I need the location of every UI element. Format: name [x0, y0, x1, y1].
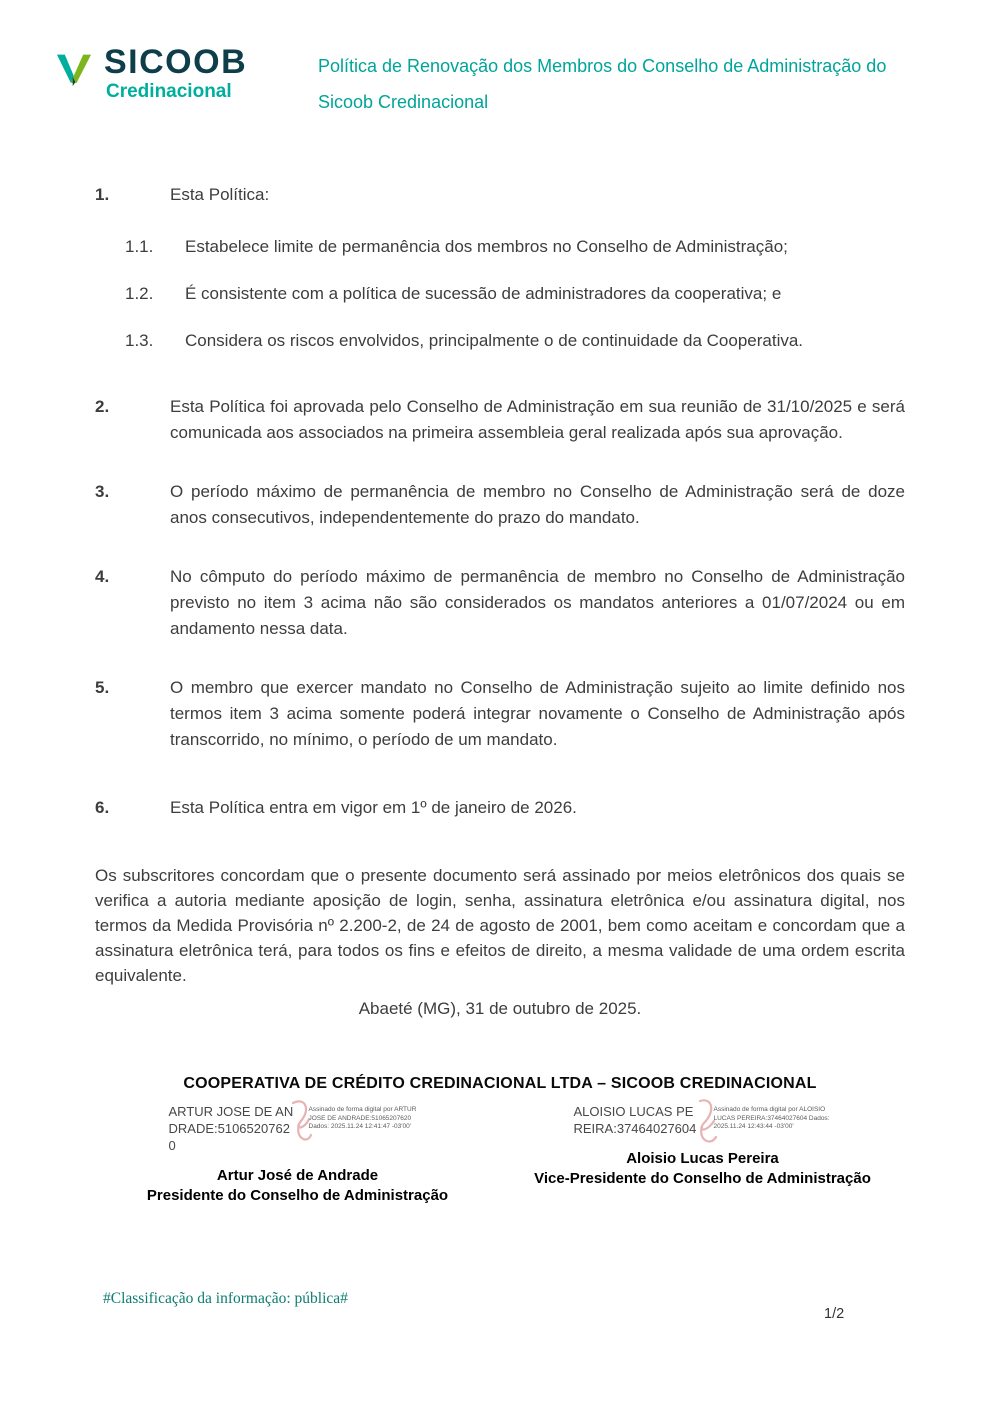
digital-signature-details: Assinado de forma digital por ARTUR JOSE DE ANDRADE:51065207620 Dados: 2025.11.24 12:41:47 -03'00'	[308, 1106, 417, 1130]
sicoob-logo-icon	[52, 48, 96, 90]
brand-subname: Credinacional	[106, 81, 232, 102]
clause-1-3-text: Considera os riscos envolvidos, principalmente o de continuidade da Cooperativa.	[185, 331, 804, 350]
clause-5-number: 5.	[95, 678, 110, 697]
document-title-line2: Sicoob Credinacional	[318, 92, 489, 112]
document-body	[95, 182, 905, 1206]
clause-6-number: 6.	[95, 798, 110, 817]
document-header	[0, 0, 1000, 180]
clause-6-text: Esta Política entra em vigor em 1º de janeiro de 2026.	[170, 798, 577, 817]
brand-name: SICOOB	[104, 43, 248, 81]
clause-3	[95, 479, 905, 531]
clause-2	[95, 394, 905, 446]
document-title	[318, 48, 958, 120]
clause-2-text: Esta Política foi aprovada pelo Conselho de Administração em sua reunião de 31/10/2025 e será comunicada aos associados na primeira assembleia geral realizada após sua aprovação.	[170, 397, 905, 442]
clause-1-3-number: 1.3.	[125, 331, 154, 350]
clause-6	[95, 795, 905, 821]
clause-1-3	[125, 328, 905, 354]
clause-4-text: No cômputo do período máximo de permanência de membro no Conselho de Administração previsto no item 3 acima não são considerados os mandatos anteriores a 01/07/2024 ou em andamento nessa data.	[170, 567, 905, 638]
clause-1-2-number: 1.2.	[125, 284, 154, 303]
clause-2-number: 2.	[95, 397, 110, 416]
clause-1-1-text: Estabelece limite de permanência dos membros no Conselho de Administração;	[185, 237, 788, 256]
clause-5	[95, 675, 905, 753]
signature-row	[95, 1103, 905, 1206]
signature-block-vice-president	[500, 1103, 905, 1206]
logo-text	[104, 44, 247, 104]
clause-3-number: 3.	[95, 482, 110, 501]
clause-3-text: O período máximo de permanência de membro no Conselho de Administração será de doze anos consecutivos, independentemente do prazo do mandato.	[170, 482, 905, 527]
clause-5-text: O membro que exercer mandato no Conselho de Administração sujeito ao limite definido nos termos item 3 acima somente poderá integrar novamente o Conselho de Administração após transcorrido, no mínimo, o período de um mandato.	[170, 678, 905, 749]
digital-signature-details: Assinado de forma digital por ALOISIO LUCAS PEREIRA:37464027604 Dados: 2025.11.24 12:43:44 -03'00'	[713, 1106, 830, 1130]
clause-1-text: Esta Política:	[170, 185, 270, 204]
dateline: Abaeté (MG), 31 de outubro de 2025.	[358, 999, 642, 1018]
page-number: 1/2	[824, 1306, 845, 1322]
digital-signature-stamp	[169, 1103, 427, 1154]
clause-1-1-number: 1.1.	[125, 237, 154, 256]
closing-paragraph: Os subscritores concordam que o presente documento será assinado por meios eletrônicos dos quais se verifica a autoria mediante aposição de login, senha, assinatura eletrônica e/ou assinatura digital, nos termos da Medida Provisória nº 2.200-2, de 24 de agosto de 2001, bem como aceitam e concordam que a assinatura eletrônica terá, para todos os fins e efeitos de direito, a mesma validade de uma ordem escrita equivalente.	[95, 866, 905, 985]
clause-4	[95, 564, 905, 642]
clause-1-2	[125, 281, 905, 307]
signature-block-president	[95, 1103, 500, 1206]
classification-label: #Classificação da informação: pública#	[103, 1290, 348, 1307]
clause-1-1	[125, 234, 905, 260]
clause-4-number: 4.	[95, 567, 110, 586]
signer-role: Vice-Presidente do Conselho de Administração	[534, 1170, 871, 1187]
signer-name: Aloisio Lucas Pereira	[626, 1150, 779, 1167]
document-title-line1: Política de Renovação dos Membros do Conselho de Administração do	[318, 56, 887, 76]
clause-1-number: 1.	[95, 185, 110, 204]
signer-role: Presidente do Conselho de Administração	[146, 1187, 449, 1204]
digital-signer-name: ALOISIO LUCAS PEREIRA:37464027604	[573, 1104, 697, 1136]
signer-name: Artur José de Andrade	[216, 1167, 379, 1184]
digital-signer-name: ARTUR JOSE DE ANDRADE:51065207620	[168, 1104, 294, 1153]
clause-1	[95, 182, 905, 208]
clause-1-2-text: É consistente com a política de sucessão de administradores da cooperativa; e	[185, 284, 782, 303]
sicoob-logo	[52, 44, 247, 104]
signature-section-heading: COOPERATIVA DE CRÉDITO CREDINACIONAL LTDA – SICOOB CREDINACIONAL	[183, 1075, 817, 1092]
digital-signature-stamp	[574, 1103, 832, 1137]
